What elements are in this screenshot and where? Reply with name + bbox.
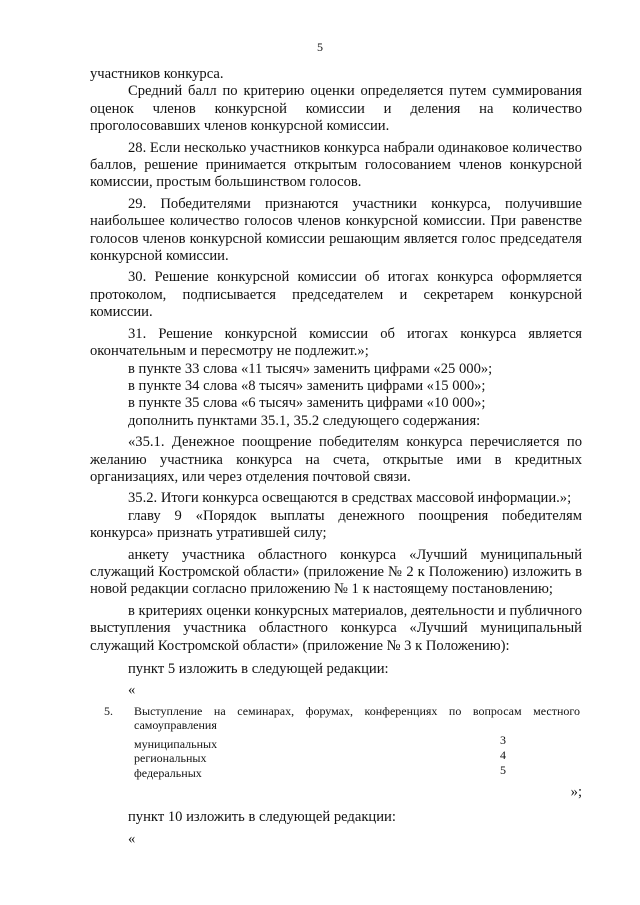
document-body bbox=[90, 66, 582, 848]
paragraph: участников конкурса. bbox=[90, 66, 224, 82]
amendment-line: пункт 10 изложить в следующей редакции: bbox=[128, 809, 396, 826]
paragraph: 35.2. Итоги конкурса освещаются в средствах массовой информации.»; bbox=[128, 490, 572, 507]
criteria-table bbox=[90, 704, 582, 782]
level-label: региональных bbox=[134, 750, 207, 765]
criterion-text: Выступление на семинарах, форумах, конференциях по вопросам местного самоуправления bbox=[134, 703, 580, 733]
level-points: 4 bbox=[500, 747, 506, 762]
amendment-line: в пункте 34 слова «8 тысяч» заменить цифрами «15 000»; bbox=[128, 377, 486, 394]
level-label: федеральных bbox=[134, 765, 202, 780]
paragraph: 31. Решение конкурсной комиссии об итогах конкурса является окончательным и пересмотру не подлежит.»; bbox=[90, 325, 582, 360]
paragraph: главу 9 «Порядок выплаты денежного поощрения победителям конкурса» признать утратившей силу; bbox=[90, 507, 582, 542]
amendment-line: в пункте 33 слова «11 тысяч» заменить цифрами «25 000»; bbox=[128, 360, 493, 377]
criterion-number: 5. bbox=[104, 703, 113, 718]
paragraph: 30. Решение конкурсной комиссии об итогах конкурса оформляется протоколом, подписывается председателем и секретарем конкурсной комиссии. bbox=[90, 269, 582, 321]
amendment-line: в пункте 35 слова «6 тысяч» заменить цифрами «10 000»; bbox=[128, 395, 486, 412]
level-points: 3 bbox=[500, 732, 506, 747]
paragraph: в критериях оценки конкурсных материалов, деятельности и публичного выступления участника областного конкурса «Лучший муниципальный служащий Костромской области» (приложение № 3 к Положению): bbox=[90, 602, 582, 654]
page-number: 5 bbox=[317, 40, 323, 54]
amendment-line: пункт 5 изложить в следующей редакции: bbox=[128, 661, 389, 677]
paragraph: «35.1. Денежное поощрение победителям конкурса перечисляется по желанию участника конкурса на счета, открытые ими в кредитных организациях, или через отделения почтовой связи. bbox=[90, 434, 582, 485]
paragraph: Средний балл по критерию оценки определяется путем суммирования оценок членов конкурсной комиссии и деления на количество проголосовавших членов конкурсной комиссии. bbox=[90, 83, 582, 135]
level-label: муниципальных bbox=[134, 736, 218, 751]
open-quote: « bbox=[128, 830, 136, 847]
closing-quote: »; bbox=[570, 783, 582, 800]
open-quote: « bbox=[128, 682, 136, 699]
amendment-line: дополнить пунктами 35.1, 35.2 следующего содержания: bbox=[128, 412, 481, 429]
paragraph: 29. Победителями признаются участники конкурса, получившие наибольшее количество голосов членов конкурсной комиссии. При равенстве голосов членов конкурсной комиссии решающим является голос председателя конкурсной комиссии. bbox=[90, 195, 582, 265]
level-points: 5 bbox=[500, 762, 506, 777]
paragraph: 28. Если несколько участников конкурса набрали одинаковое количество баллов, решение принимается открытым голосованием членов конкурсной комиссии, простым большинством голосов. bbox=[90, 139, 582, 191]
paragraph: анкету участника областного конкурса «Лучший муниципальный служащий Костромской области» (приложение № 2 к Положению) изложить в новой редакции согласно приложению № 1 к настоящему постановлению; bbox=[90, 546, 582, 598]
